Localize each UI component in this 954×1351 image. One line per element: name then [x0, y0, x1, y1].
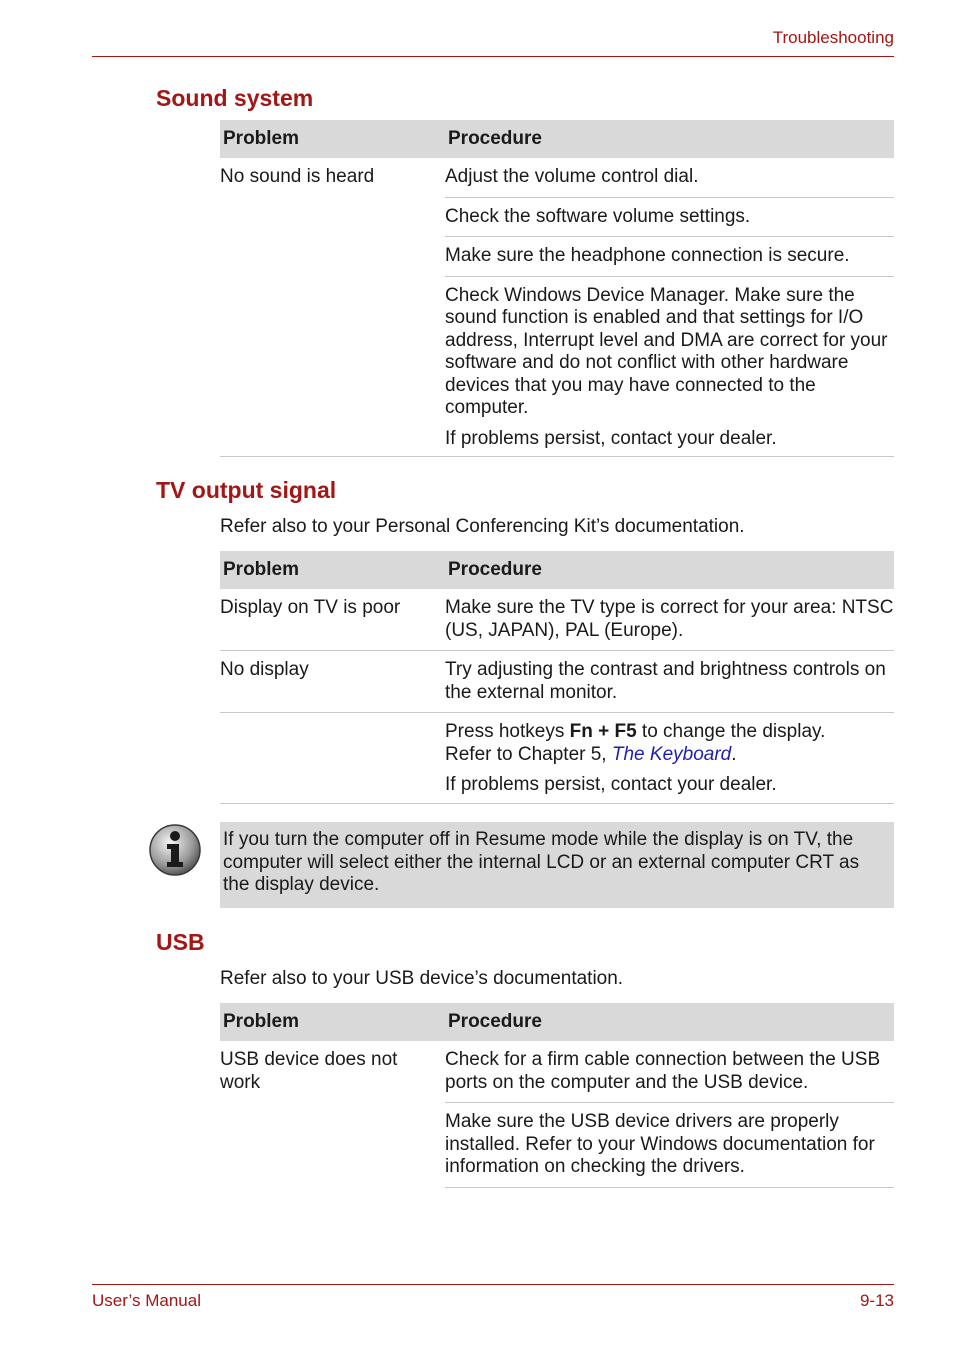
- note-text: If you turn the computer off in Resume mode while the display is on TV, the computer will select either the internal LCD or an external computer CRT as the display device.: [223, 829, 860, 895]
- problem-cell: No display: [220, 651, 445, 713]
- usb-table: [220, 1003, 894, 1188]
- footer-manual-title: User’s Manual: [92, 1291, 201, 1310]
- procedure-cell: Check for a firm cable connection between the USB ports on the computer and the USB device.: [445, 1041, 894, 1103]
- procedure-cell: Try adjusting the contrast and brightness controls on the external monitor.: [445, 651, 894, 713]
- procedure-cell: [445, 276, 894, 457]
- procedure-cell: Make sure the USB device drivers are properly installed. Refer to your Windows documentation for information on checking the drivers.: [445, 1103, 894, 1188]
- procedure-cell: Make sure the TV type is correct for your area: NTSC (US, JAPAN), PAL (Europe).: [445, 589, 894, 651]
- column-header-procedure: Procedure: [445, 1003, 894, 1041]
- column-header-problem: Problem: [220, 1003, 445, 1041]
- procedure-cell: Adjust the volume control dial.: [445, 158, 894, 197]
- section-heading-tv: TV output signal: [156, 477, 337, 503]
- hotkey-post: to change the display.: [636, 721, 826, 742]
- problem-cell: Display on TV is poor: [220, 589, 445, 651]
- reference-post: .: [731, 743, 737, 765]
- column-header-procedure: Procedure: [445, 551, 894, 589]
- info-icon: [148, 823, 202, 877]
- sound-table: [220, 120, 894, 457]
- procedure-final-text: If problems persist, contact your dealer.: [445, 774, 777, 795]
- section-heading-sound: Sound system: [156, 85, 314, 111]
- problem-cell: USB device does not work: [220, 1049, 398, 1093]
- column-header-procedure: Procedure: [445, 120, 894, 158]
- procedure-cell: Make sure the headphone connection is secure.: [445, 237, 894, 277]
- column-header-problem: Problem: [220, 120, 445, 158]
- procedure-cell: Check the software volume settings.: [445, 197, 894, 237]
- tv-intro-text: Refer also to your Personal Conferencing Kit’s documentation.: [220, 516, 745, 537]
- tv-table: [220, 551, 894, 804]
- hotkey-instruction: [445, 721, 894, 744]
- header-rule: [92, 56, 894, 57]
- problem-cell-empty: [220, 713, 445, 804]
- column-header-problem: Problem: [220, 551, 445, 589]
- procedure-final-text: If problems persist, contact your dealer.: [445, 427, 777, 449]
- section-heading-usb: USB: [156, 929, 205, 955]
- chapter-reference: [445, 744, 894, 767]
- footer-rule: [92, 1284, 894, 1285]
- problem-cell: No sound is heard: [220, 158, 445, 457]
- reference-pre: Refer to Chapter 5,: [445, 743, 612, 765]
- usb-intro-text: Refer also to your USB device’s documentation.: [220, 968, 624, 989]
- footer-page-number: 9-13: [859, 1291, 894, 1310]
- page-header-title: Troubleshooting: [772, 28, 894, 47]
- procedure-text: Check Windows Device Manager. Make sure the sound function is enabled and that settings for I/O address, Interrupt level and DMA are correct for your software and do not conflict with other hardware devices that you may have connected to the computer.: [445, 284, 888, 418]
- hotkey-keys: Fn + F5: [569, 721, 637, 742]
- tv-note-box: [220, 822, 894, 908]
- hotkey-pre: Press hotkeys: [445, 721, 570, 742]
- keyboard-chapter-link[interactable]: The Keyboard: [611, 743, 732, 765]
- procedure-cell: [445, 713, 894, 804]
